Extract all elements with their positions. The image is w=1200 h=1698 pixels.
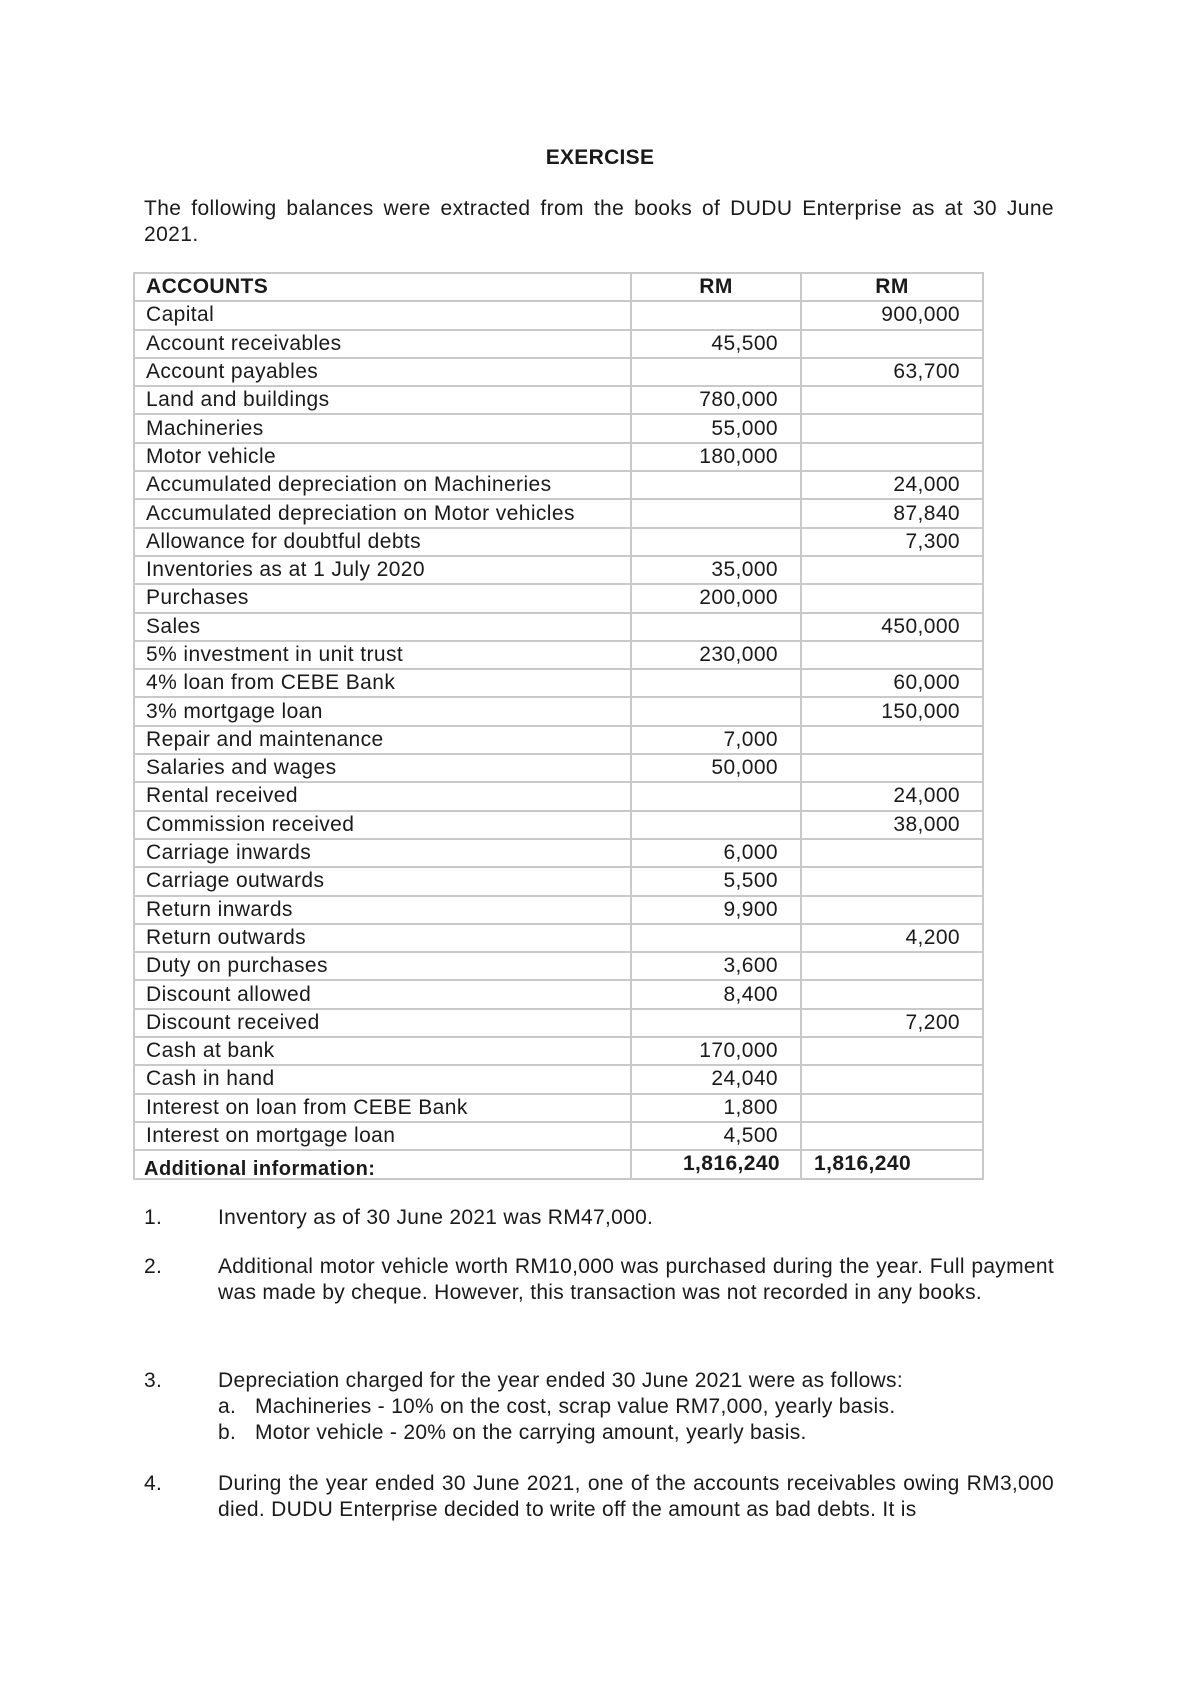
account-cell: Commission received [134,811,631,839]
page-title: EXERCISE [545,146,655,169]
table-row [134,386,983,414]
debit-cell: 3,600 [631,952,801,980]
debit-cell: 780,000 [631,386,801,414]
info-item-1 [144,1205,1054,1231]
debit-cell: 170,000 [631,1037,801,1065]
debit-cell: 230,000 [631,641,801,669]
account-cell: Discount received [134,1009,631,1037]
credit-cell [801,641,983,669]
table-body [134,301,983,1178]
account-cell: Return inwards [134,896,631,924]
table-row [134,358,983,386]
table-row [134,726,983,754]
credit-cell [801,556,983,584]
info-item-text: Inventory as of 30 June 2021 was RM47,000. [218,1206,654,1229]
debit-cell: 8,400 [631,980,801,1008]
table-row [134,896,983,924]
info-sublist [218,1394,1054,1446]
table-row [134,1009,983,1037]
debit-cell: 50,000 [631,754,801,782]
credit-cell [801,1037,983,1065]
table-row [134,414,983,442]
account-cell: Motor vehicle [134,443,631,471]
credit-cell: 24,000 [801,471,983,499]
debit-cell: 1,800 [631,1094,801,1122]
table-row [134,301,983,329]
account-cell: Land and buildings [134,386,631,414]
credit-cell [801,330,983,358]
account-cell: Allowance for doubtful debts [134,528,631,556]
debit-cell [631,613,801,641]
credit-cell: 7,200 [801,1009,983,1037]
trial-balance-table [133,272,984,1180]
credit-cell [801,952,983,980]
debit-cell [631,471,801,499]
account-cell: 5% investment in unit trust [134,641,631,669]
credit-cell: 7,300 [801,528,983,556]
credit-cell [801,443,983,471]
debit-cell [631,697,801,725]
table-row [134,1065,983,1093]
subitem-text: Motor vehicle - 20% on the carrying amount, yearly basis. [255,1421,807,1444]
info-item-number: 2. [144,1255,163,1278]
additional-info-heading: Additional information: [144,1158,376,1180]
account-cell: Duty on purchases [134,952,631,980]
table-row [134,641,983,669]
info-item-4 [144,1471,1054,1523]
table-row [134,811,983,839]
info-item-number: 1. [144,1206,163,1229]
table-row [134,528,983,556]
credit-cell [801,1122,983,1150]
table-row [134,471,983,499]
credit-cell: 450,000 [801,613,983,641]
header-accounts: ACCOUNTS [134,273,631,301]
table-row [134,443,983,471]
account-cell: Accumulated depreciation on Motor vehicles [134,499,631,527]
credit-cell [801,980,983,1008]
credit-cell [801,386,983,414]
info-item-3 [144,1368,1054,1446]
table-header-row [134,273,983,301]
debit-cell [631,811,801,839]
debit-cell: 200,000 [631,584,801,612]
total-credit-cell: 1,816,240 [801,1150,983,1178]
account-cell: Salaries and wages [134,754,631,782]
table-row [134,980,983,1008]
credit-cell: 24,000 [801,782,983,810]
account-cell: Machineries [134,414,631,442]
account-cell: Carriage outwards [134,867,631,895]
account-cell: Sales [134,613,631,641]
table-row [134,613,983,641]
table-row [134,782,983,810]
table-row [134,952,983,980]
account-cell: Inventories as at 1 July 2020 [134,556,631,584]
info-subitem-b [218,1420,1054,1446]
account-cell: Interest on mortgage loan [134,1122,631,1150]
credit-cell: 150,000 [801,697,983,725]
table-row [134,330,983,358]
credit-cell: 63,700 [801,358,983,386]
debit-cell [631,924,801,952]
table-row [134,1094,983,1122]
account-cell: Cash at bank [134,1037,631,1065]
credit-cell [801,1065,983,1093]
table-row [134,556,983,584]
table-row [134,839,983,867]
debit-cell [631,358,801,386]
account-cell: Capital [134,301,631,329]
account-cell: Repair and maintenance [134,726,631,754]
debit-cell: 180,000 [631,443,801,471]
debit-cell: 45,500 [631,330,801,358]
credit-cell [801,414,983,442]
debit-cell [631,782,801,810]
info-item-text: Additional motor vehicle worth RM10,000 was purchased during the year. Full payment was made by cheque. However, this transaction was not recorded in any books. [218,1255,1054,1304]
credit-cell: 4,200 [801,924,983,952]
debit-cell: 6,000 [631,839,801,867]
account-cell: Rental received [134,782,631,810]
total-debit-cell: 1,816,240 [631,1150,801,1178]
credit-cell [801,1094,983,1122]
intro-paragraph: The following balances were extracted from the books of DUDU Enterprise as at 30 June 2021. [144,197,1054,246]
table-row [134,697,983,725]
subitem-letter: a. [218,1395,237,1418]
debit-cell: 7,000 [631,726,801,754]
header-credit: RM [801,273,983,301]
table-row [134,584,983,612]
table-row [134,1122,983,1150]
debit-cell: 9,900 [631,896,801,924]
debit-cell: 35,000 [631,556,801,584]
account-cell: Return outwards [134,924,631,952]
table-row [134,754,983,782]
credit-cell [801,839,983,867]
table-row [134,867,983,895]
info-item-2 [144,1254,1054,1306]
table-row [134,924,983,952]
credit-cell: 900,000 [801,301,983,329]
subitem-text: Machineries - 10% on the cost, scrap value RM7,000, yearly basis. [255,1395,896,1418]
info-item-number: 4. [144,1472,163,1495]
debit-cell [631,301,801,329]
table-row [134,669,983,697]
debit-cell: 24,040 [631,1065,801,1093]
header-debit: RM [631,273,801,301]
account-cell: Accumulated depreciation on Machineries [134,471,631,499]
debit-cell [631,669,801,697]
credit-cell [801,896,983,924]
credit-cell [801,867,983,895]
debit-cell [631,1009,801,1037]
credit-cell [801,754,983,782]
credit-cell [801,584,983,612]
account-cell: Carriage inwards [134,839,631,867]
account-cell: Account receivables [134,330,631,358]
debit-cell [631,499,801,527]
account-cell: Cash in hand [134,1065,631,1093]
credit-cell: 38,000 [801,811,983,839]
debit-cell [631,528,801,556]
info-item-number: 3. [144,1369,163,1392]
info-item-text: Depreciation charged for the year ended 30 June 2021 were as follows: [218,1369,903,1392]
debit-cell: 5,500 [631,867,801,895]
table-row [134,1037,983,1065]
info-subitem-a [218,1394,1054,1420]
subitem-letter: b. [218,1421,237,1444]
account-cell: Purchases [134,584,631,612]
debit-cell: 55,000 [631,414,801,442]
info-item-text: During the year ended 30 June 2021, one of the accounts receivables owing RM3,000 died. DUDU Enterprise decided to write off the amount as bad debts. It is [218,1472,1054,1521]
account-cell: 3% mortgage loan [134,697,631,725]
account-cell: Discount allowed [134,980,631,1008]
account-cell: Interest on loan from CEBE Bank [134,1094,631,1122]
credit-cell: 87,840 [801,499,983,527]
table-row [134,499,983,527]
credit-cell: 60,000 [801,669,983,697]
account-cell: 4% loan from CEBE Bank [134,669,631,697]
account-cell: Account payables [134,358,631,386]
credit-cell [801,726,983,754]
debit-cell: 4,500 [631,1122,801,1150]
